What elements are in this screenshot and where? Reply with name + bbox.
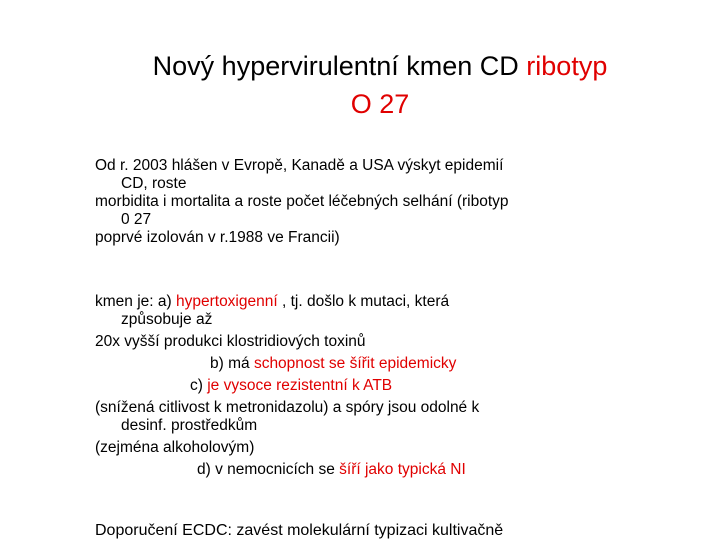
- item-c-prefix: c): [190, 377, 208, 394]
- text-line: poprvé izolován v r.1988 ve Francii): [95, 229, 340, 246]
- title-text: Nový hypervirulentní kmen CD: [152, 51, 527, 81]
- item-c-highlight: je vysoce rezistentní k ATB: [207, 377, 393, 394]
- text-line: morbidita i mortalita a roste počet léčebných selhání (ribotyp: [95, 193, 509, 210]
- item-d: [95, 461, 705, 479]
- bottom-recommendation: Doporučení ECDC: zavést molekulární typizaci kultivačně: [95, 522, 504, 539]
- item-d-highlight: šíří jako typická NI: [339, 461, 466, 478]
- text-line: způsobuje až: [121, 311, 213, 328]
- item-d-prefix: d) v nemocnicích se: [197, 461, 340, 478]
- item-b: [95, 355, 705, 373]
- slide-title: [60, 47, 700, 123]
- text-line: CD, roste: [121, 175, 187, 192]
- item-b-prefix: b) má: [210, 355, 254, 372]
- paragraph-epidemiology: [95, 157, 705, 247]
- text-line: (snížená citlivost k metronidazolu) a spóry jsou odolné k: [95, 399, 480, 416]
- text-line: Od r. 2003 hlášen v Evropě, Kanadě a USA výskyt epidemií: [95, 157, 504, 174]
- title-line-2: O 27: [350, 89, 410, 119]
- item-b-highlight: schopnost se šířit epidemicky: [253, 355, 457, 372]
- text-line: 20x vyšší produkci klostridiových toxinů: [95, 333, 366, 350]
- item-a: [95, 293, 705, 311]
- item-c: [95, 377, 705, 395]
- title-line-1: [60, 47, 700, 85]
- text-line: desinf. prostředkům: [121, 417, 258, 434]
- item-a-highlight: hypertoxigenní: [175, 293, 278, 310]
- paragraph-strain-properties: [95, 293, 705, 479]
- item-a-prefix: kmen je: a): [95, 293, 176, 310]
- text-line: 0 27: [121, 211, 152, 228]
- item-a-suffix: , tj. došlo k mutaci, která: [277, 293, 450, 310]
- title-ribotyp: ribotyp: [526, 51, 608, 81]
- text-line: (zejména alkoholovým): [95, 439, 255, 456]
